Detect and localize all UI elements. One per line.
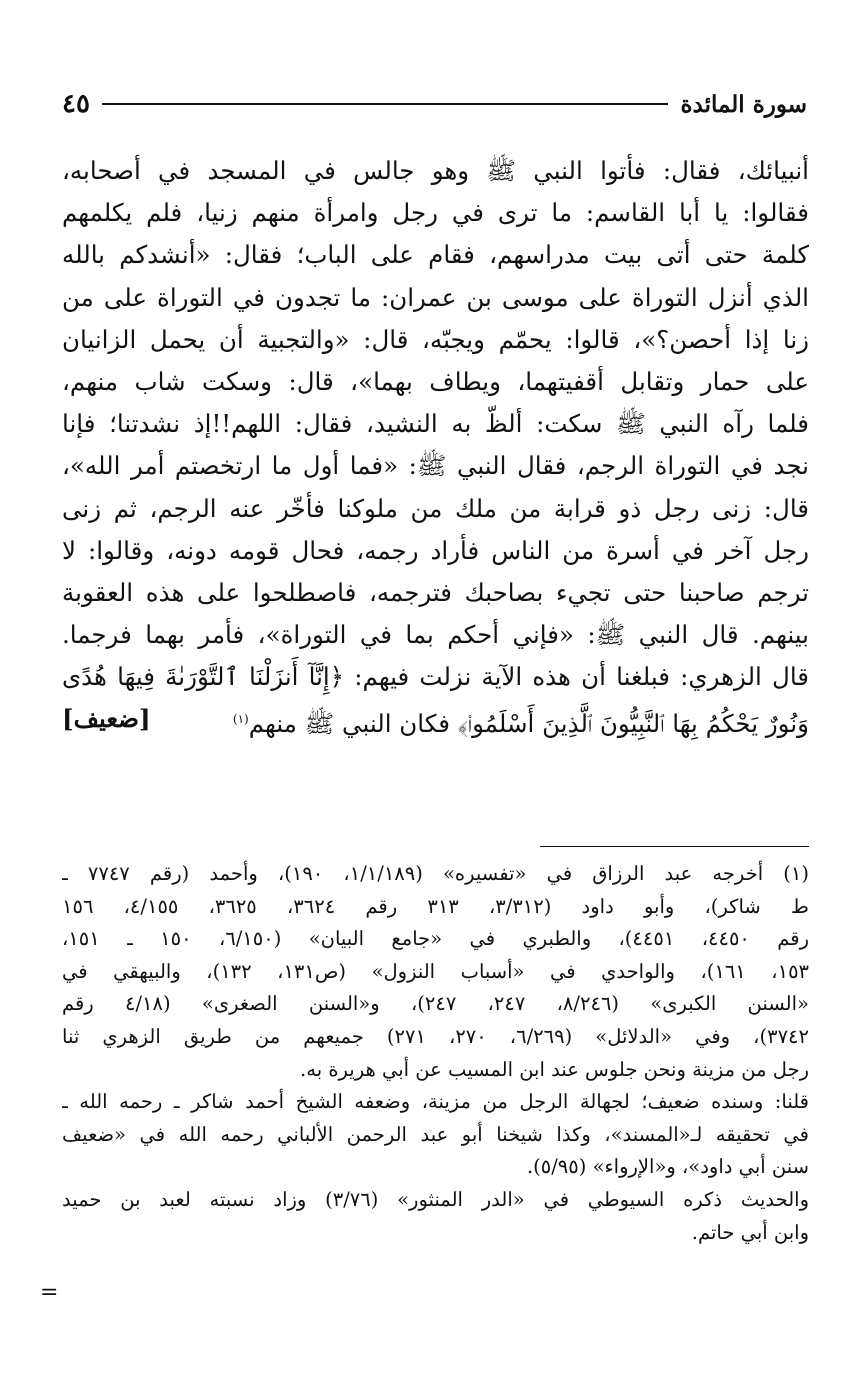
main-text	[62, 150, 809, 741]
footnote-line: «السنن الكبرى» (٨/٢٤٦، ٢٤٧، ٢٤٧)، و«السنن الصغرى» (٤/١٨ رقم	[62, 992, 809, 1016]
footnotes	[62, 858, 809, 1249]
body-line: كلمة حتى أتى بيت مدراسهم، فقام على الباب؛ فقال: «أنشدكم بالله	[62, 240, 809, 270]
body-line: فلما رآه النبي ﷺ سكت: ألظّ به النشيد، فقال: اللهم!!إذ نشدتنا؛ فإنا	[62, 409, 809, 439]
page-header	[62, 84, 807, 124]
body-line: قال الزهري: فبلغنا أن هذه الآية نزلت فيهم: ﴿إِنَّآ أَنزَلْنَا ٱلتَّوْرَىٰةَ فِيهَا هُدًى	[62, 662, 809, 692]
footnote-line: رجل من مزينة ونحن جلوس عند ابن المسيب عن أبي هريرة به.	[300, 1057, 809, 1081]
body-line: الذي أنزل التوراة على موسى بن عمران: ما تجدون في التوراة على من	[62, 282, 809, 312]
hadith-grade: [ضعيف]	[62, 704, 151, 734]
footnote-line: (١) أخرجه عبد الرزاق في «تفسيره» (١/١/١٨٩، ١٩٠)، وأحمد (رقم ٧٧٤٧ ـ	[62, 862, 809, 885]
footnote-line: سنن أبي داود»، و«الإرواء» (٥/٩٥).	[526, 1155, 809, 1179]
body-line: نجد في التوراة الرجم، فقال النبي ﷺ: «فما أول ما ارتخصتم أمر الله»،	[62, 451, 809, 481]
footnote-line: ط شاكر)، وأبو داود (٣/٣١٢، ٣١٣ رقم ٣٦٢٤، ٣٦٢٥، ٤/١٥٥، ١٥٦	[62, 894, 809, 918]
footnote-separator	[540, 846, 809, 847]
body-line: زنا إذا أحصن؟»، قالوا: يحمّم ويجبّه، قال: «والتجبية أن يحمل الزانيان	[62, 324, 809, 354]
surah-title: سورة المائدة	[680, 90, 807, 118]
header-rule	[102, 103, 669, 105]
body-line: بينهم. قال النبي ﷺ: «فإني أحكم بما في التوراة»، فأمر بهما فرجما.	[62, 620, 809, 650]
footnote-line: ٣٧٤٢)، وفي «الدلائل» (٦/٢٦٩، ٢٧٠، ٢٧١) جميعهم من طريق الزهري ثنا	[62, 1024, 809, 1048]
footnote-line: قلنا: وسنده ضعيف؛ لجهالة الرجل من مزينة، وضعفه الشيخ أحمد شاكر ـ رحمه الله ـ	[62, 1090, 809, 1114]
body-line: فقالوا: يا أبا القاسم: ما ترى في رجل وامرأة منهم زنيا، فلم يكلمهم	[62, 198, 809, 228]
body-line: قال: زنى رجل ذو قرابة من ملك من ملوكنا فأخّر عنه الرجم، ثم زنى	[62, 493, 809, 523]
body-line: على حمار وتقابل أقفيتهما، ويطاف بهما»، قال: وسكت شاب منهم،	[62, 366, 809, 396]
continuation-mark: =	[40, 1280, 59, 1305]
body-last-text: وَنُورٌ يَحْكُمُ بِهَا ٱلنَّبِيُّونَ ٱلَّذِينَ أَسْلَمُوا۟﴾ فكان النبي ﷺ منهم	[248, 709, 809, 739]
body-line: أنبيائك، فقال: فأتوا النبي ﷺ وهو جالس في المسجد في أصحابه،	[62, 156, 809, 185]
body-line: ترجم صاحبنا حتى تجيء بصاحبك فترجمه، فاصطلحوا على هذه العقوبة	[62, 577, 809, 607]
body-line: رجل آخر في أسرة من الناس فأراد رجمه، فحال قومه دونه، وقالوا: لا	[62, 535, 809, 565]
footnote-line: رقم ٤٤٥٠، ٤٤٥١)، والطبري في «جامع البيان» (٦/١٥٠، ١٥٠ ـ ١٥١،	[62, 927, 809, 951]
page-number: ٤٥	[62, 89, 90, 119]
footnote-line: وابن أبي حاتم.	[691, 1220, 809, 1244]
footnote-line: في تحقيقه لـ«المسند»، وكذا شيخنا أبو عبد الرحمن الألباني رحمه الله في «ضعيف	[62, 1122, 809, 1146]
body-last-line	[62, 698, 809, 740]
footnote-ref: (١)	[232, 712, 249, 727]
footnote-line: ١٥٣، ١٦١)، والواحدي في «أسباب النزول» (ص١٣١، ١٣٢)، والبيهقي في	[62, 959, 809, 983]
footnote-line: والحديث ذكره السيوطي في «الدر المنثور» (٣/٧٦) وزاد نسبته لعبد بن حميد	[62, 1187, 809, 1211]
